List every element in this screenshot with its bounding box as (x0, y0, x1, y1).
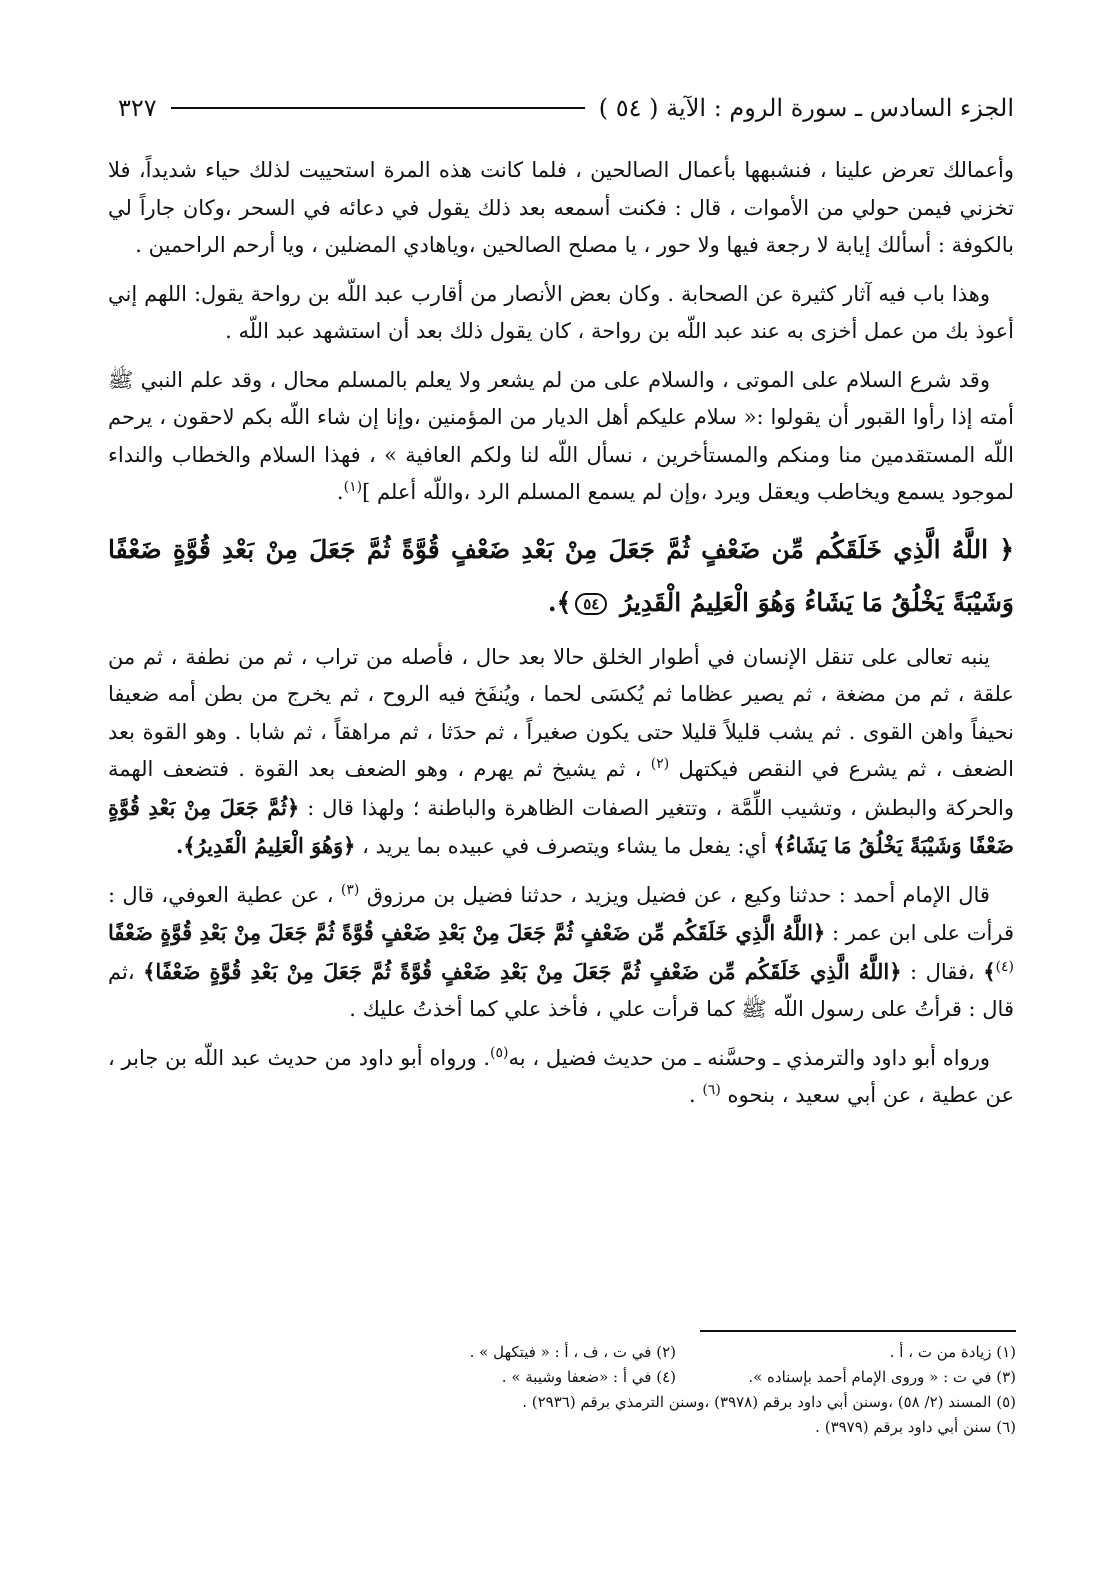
footnote-4: (٤) في أ : «ضعفا وشيبة » . (501, 1368, 676, 1386)
paragraph-5-text-a: قال الإمام أحمد : حدثنا وكيع ، عن فضيل ويزيد ، حدثنا فضيل بن مرزوق (366, 882, 990, 907)
paragraph-6-text-c: . (688, 1083, 696, 1107)
footnote-ref-4: (٤) (995, 958, 1014, 975)
quote-5-1-close: ﴾ (983, 958, 996, 984)
verse-close: ﴾. (547, 587, 572, 617)
paragraph-4-text-b: ، ثم يشيخ ثم يهرم ، وهو الضعف بعد القوة . فتضعف الهمة والحركة والبطش ، وتشيب اللِّمَّة ، وتتغير الصفات الظاهرة والباطنة ؛ ولهذا قال : (108, 757, 1015, 820)
header-rule (171, 107, 585, 109)
quote-5-2: ﴿اللَّهُ الَّذِي خَلَقَكُم مِّن ضَعْفٍ ثُمَّ جَعَلَ مِنْ بَعْدِ ضَعْفٍ قُوَّةً ثُمَّ جَعَلَ مِنْ بَعْدِ قُوَّةٍ ضَعْفًا﴾ (143, 958, 902, 984)
paragraph-6 (108, 1040, 1014, 1115)
paragraph-5-text-c: ،فقال : (910, 959, 975, 984)
running-header (118, 88, 1014, 128)
footnote-row (300, 1390, 1016, 1415)
footnote-3: (٣) في ت : « وروى الإمام أحمد بإسناده ». (748, 1368, 1016, 1386)
ayah-number-marker: ٥٤ (575, 593, 607, 615)
footnote-5: (٥) المسند (٢/ ٥٨) ،وسنن أبي داود برقم (٣٩٧٨) ،وسنن الترمذي برقم (٢٩٣٦) . (522, 1393, 1016, 1411)
footnote-ref-3: (٣) (340, 881, 360, 898)
quote-4-2: ﴿وَهُوَ الْعَلِيمُ الْقَدِيرُ﴾. (175, 833, 356, 858)
paragraph-4-text-c: أي: يفعل ما يشاء ويتصرف في عبيده بما يريد ، (362, 834, 767, 858)
footnote-separator (700, 1330, 1016, 1332)
paragraph-3-text: وقد شرع السلام على الموتى ، والسلام على من لم يشعر ولا يعلم بالمسلم محال ، وقد علم النبي ﷺ أمته إذا رأوا القبور أن يقولوا :« سلام عليكم أهل الديار من المؤمنين ،وإنا إن شاء اللّه بكم لاحقون ، يرحم اللّه المستقدمين منا ومنكم والمستأخرين ، نسأل اللّه لنا ولكم العافية » ، فهذا السلام والخطاب والنداء لموجود يسمع ويخاطب ويعقل ويرد ،وإن لم يسمع المسلم الرد ،واللّه أعلم ] (108, 367, 1014, 504)
quran-verse (108, 523, 1014, 629)
footnote-row (300, 1365, 1016, 1390)
verse-text: ﴿ اللَّهُ الَّذِي خَلَقَكُم مِّن ضَعْفٍ ثُمَّ جَعَلَ مِنْ بَعْدِ ضَعْفٍ قُوَّةً ثُمَّ جَعَلَ مِنْ بَعْدِ قُوَّةٍ ضَعْفًا وَشَيْبَةً يَخْلُقُ مَا يَشَاءُ وَهُوَ الْعَلِيمُ الْقَدِيرُ (108, 534, 1014, 617)
footnote-row (300, 1340, 1016, 1365)
footnote-ref-5: (٥) (490, 1044, 509, 1061)
header-title: الجزء السادس ـ سورة الروم : الآية ( ٥٤ ) (598, 94, 1014, 122)
footnote-row (300, 1415, 1016, 1440)
footnote-ref-1: (١) (343, 479, 363, 495)
footnote-2: (٢) في ت ، ف ، أ : « فيتكهل » . (469, 1343, 676, 1361)
footnote-ref-6: (٦) (702, 1082, 721, 1098)
paragraph-5-text-b: ، عن عطية العوفي، قال : قرأت على ابن عمر : (108, 882, 1015, 945)
quote-4-1: ﴿ثُمَّ جَعَلَ مِنْ بَعْدِ قُوَّةٍ ضَعْفًا وَشَيْبَةً يَخْلُقُ مَا يَشَاءُ﴾ (108, 794, 1014, 858)
paragraph-1: وأعمالك تعرض علينا ، فنشبهها بأعمال الصالحين ، فلما كانت هذه المرة استحييت لذلك حياء شديداً، فلا تخزني فيمن حولي من الأموات ، قال : فكنت أسمعه بعد ذلك يقول في دعائه في السحر ،وكان جاراً لي بالكوفة : أسألك إيابة لا رجعة فيها ولا حور ، يا مصلح الصالحين ،وياهادي المضلين ، ويا أرحم الراحمين . (108, 158, 1014, 257)
quote-5-1: ﴿اللَّهُ الَّذِي خَلَقَكُم مِّن ضَعْفٍ ثُمَّ جَعَلَ مِنْ بَعْدِ ضَعْفٍ قُوَّةً ثُمَّ جَعَلَ مِنْ بَعْدِ قُوَّةٍ ضَعْفًا (108, 920, 826, 945)
footnote-1: (١) زيادة من ت ، أ . (889, 1343, 1016, 1361)
paragraph-2: وهذا باب فيه آثار كثيرة عن الصحابة . وكان بعض الأنصار من أقارب عبد اللّه بن رواحة يقول: اللهم إني أعوذ بك من عمل أخزى به عند عبد اللّه بن رواحة ، كان يقول ذلك بعد أن استشهد عبد اللّه . (108, 281, 1014, 343)
page-number: ٣٢٧ (118, 94, 157, 122)
paragraph-3: وقد شرع السلام على الموتى ، والسلام على من لم يشعر ولا يعلم بالمسلم محال ، وقد علم النبي ﷺ أمته إذا رأوا القبور أن يقولوا :« سلام عليكم أهل الديار من المؤمنين ،وإنا إن شاء اللّه بكم لاحقون ، يرحم اللّه المستقدمين منا ومنكم والمستأخرين ، نسأل اللّه لنا ولكم العافية » ، فهذا السلام والخطاب والنداء لموجود يسمع ويخاطب ويعقل ويرد ،وإن لم يسمع المسلم الرد ،واللّه أعلم ]$^{(١)}$. (108, 367, 1014, 504)
paragraph-5 (108, 877, 1014, 1029)
paragraph-6-text-b: . ورواه أبو داود من حديث عبد اللّه بن جابر ، عن عطية ، عن أبي سعيد ، بنحوه (108, 1045, 1014, 1107)
paragraph-6-text-a: ورواه أبو داود والترمذي ـ وحسَّنه ـ من حديث فضيل ، به (508, 1045, 991, 1070)
footnote-6: (٦) سنن أبي داود برقم (٣٩٧٩) . (815, 1418, 1016, 1436)
paragraph-5-text-d: ،ثم قال : قرأتُ على رسول اللّه ﷺ كما قرأت علي ، فأخذ علي كما أخذتُ عليك . (108, 959, 1014, 1021)
footnote-ref-2: (٢) (650, 756, 670, 772)
main-text (108, 152, 1014, 1126)
paragraph-4 (108, 639, 1014, 866)
footnotes (300, 1340, 1016, 1440)
paragraph-4-text-a: ينبه تعالى على تنقل الإنسان في أطوار الخلق حالا بعد حال ، فأصله من تراب ، ثم من نطفة ، ثم من علقة ، ثم من مضغة ، ثم يصير عظاما ثم يُكسَى لحما ، ويُنفَخ فيه الروح ، ثم يخرج من بطن أمه ضعيفا نحيفاً واهن القوى . ثم يشب قليلاً قليلا حتى يكون صغيراً ، ثم حدَثا ، ثم مراهقاً ، ثم شابا . وهو القوة بعد الضعف ، ثم يشرع في النقص فيكتهل (108, 644, 1014, 781)
